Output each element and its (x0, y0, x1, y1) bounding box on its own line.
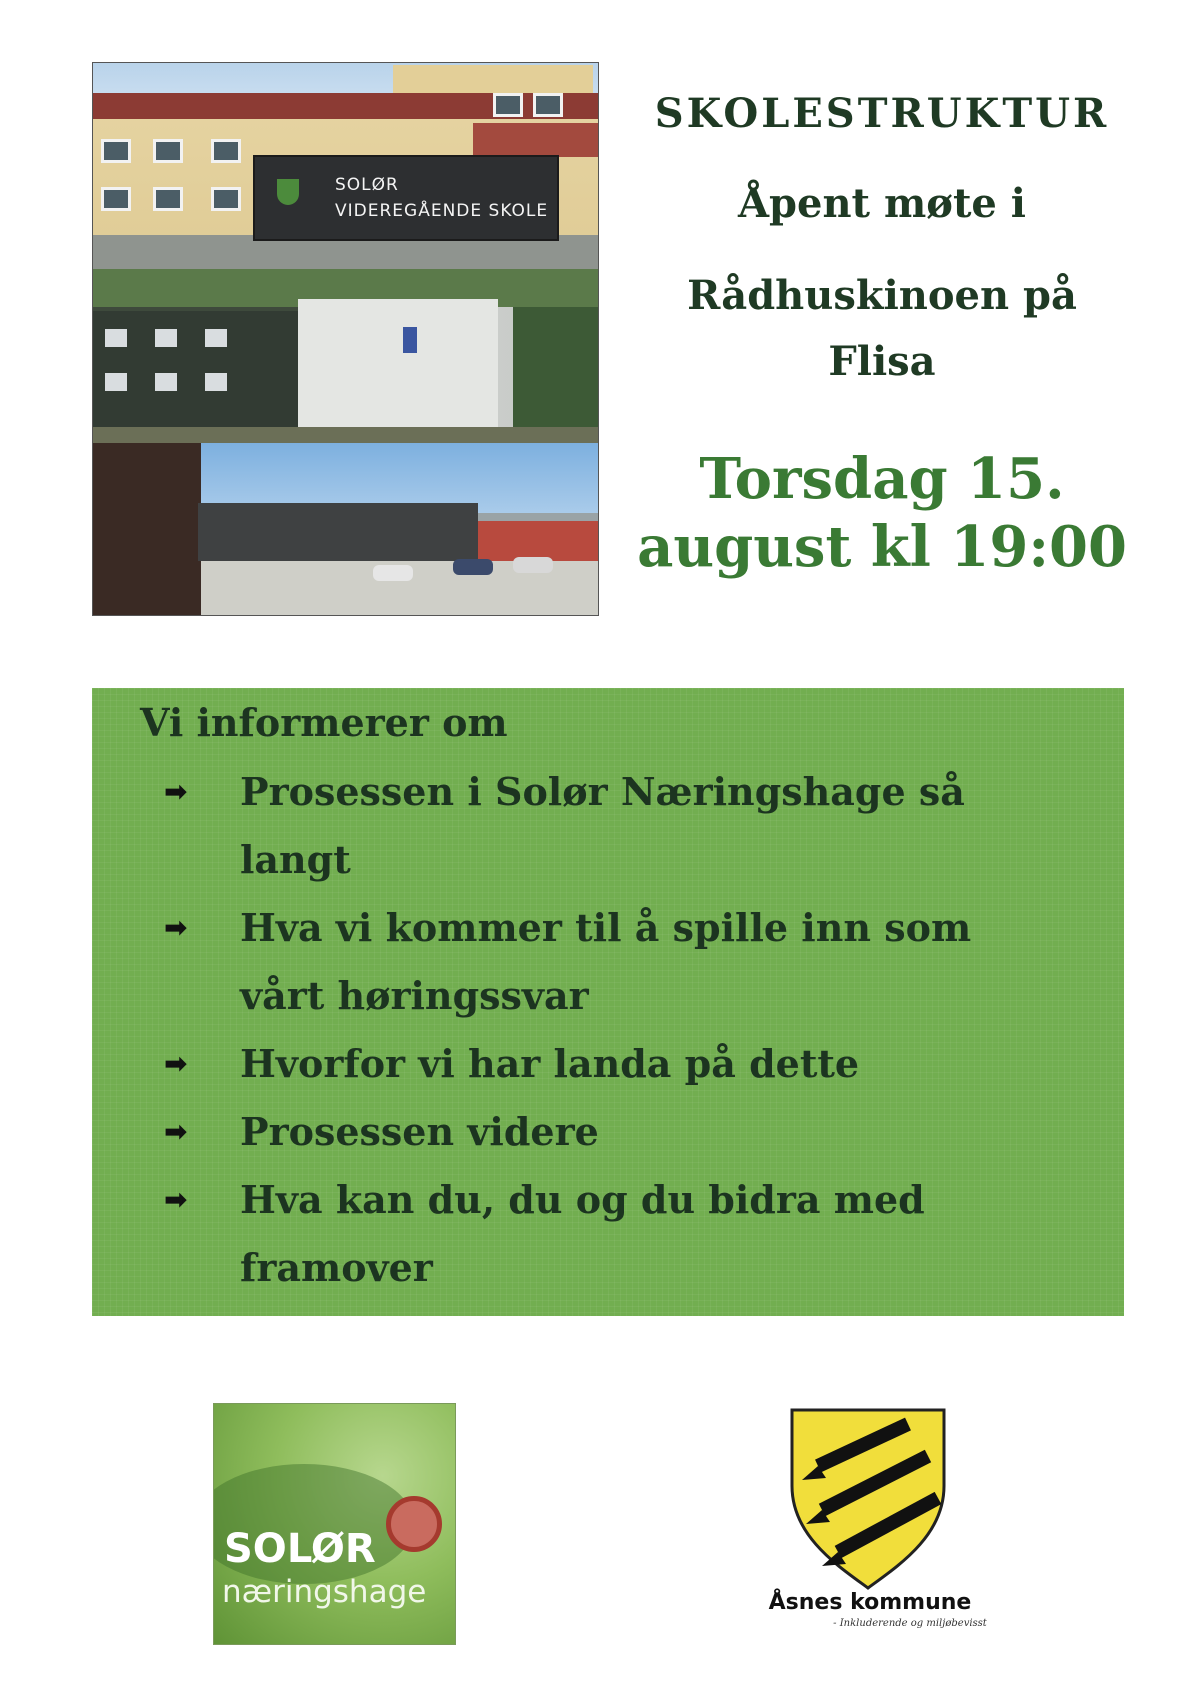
info-bullet-item (160, 758, 1100, 894)
info-bullet-text: Prosessen videre (240, 1109, 599, 1154)
meeting-date-line-2: august kl 19:00 (637, 514, 1127, 580)
meeting-line-2: Rådhuskinoen på (687, 272, 1077, 319)
school-photo-collage (92, 62, 599, 616)
info-bullet-text-cont: langt (240, 837, 351, 882)
school-photo-3 (93, 443, 598, 615)
meeting-date-line-1: Torsdag 15. (699, 446, 1065, 512)
info-bullet-text-cont: framover (240, 1245, 433, 1290)
info-bullet-item (160, 1030, 1100, 1098)
info-bullet-text: Prosessen i Solør Næringshage så (240, 769, 965, 814)
arrow-right-icon: ➡ (164, 911, 188, 944)
solor-naeringshage-logo (213, 1403, 456, 1645)
school-photo-2 (93, 269, 598, 443)
asnes-kommune-name: Åsnes kommune (768, 1590, 972, 1615)
info-box (92, 688, 1124, 1316)
arrow-right-icon: ➡ (164, 1115, 188, 1148)
coat-of-arms-icon (788, 1406, 948, 1591)
info-bullet-item (160, 1166, 1100, 1302)
asnes-kommune-tagline: - Inkluderende og miljøbevisst (833, 1618, 987, 1629)
arrow-right-icon: ➡ (164, 1047, 188, 1080)
info-bullet-text-cont: vårt høringssvar (240, 973, 589, 1018)
school-sign-line2: VIDEREGÅENDE SKOLE (335, 201, 549, 221)
info-bullet-item (160, 894, 1100, 1030)
info-intro: Vi informerer om (140, 700, 508, 745)
info-bullet-text: Hva kan du, du og du bidra med (240, 1177, 925, 1222)
solor-logo-line1: SOLØR (224, 1526, 376, 1572)
school-sign-line1: SOLØR (335, 175, 399, 195)
info-bullet-text: Hvorfor vi har landa på dette (240, 1041, 860, 1086)
info-bullet-text: Hva vi kommer til å spille inn som (240, 905, 972, 950)
solor-logo-line2: næringshage (222, 1574, 427, 1610)
page-title: SKOLESTRUKTUR (654, 90, 1110, 137)
asnes-kommune-logo (740, 1400, 1000, 1640)
meeting-line-1: Åpent møte i (738, 180, 1026, 227)
school-crest-icon (277, 179, 299, 205)
apple-icon (386, 1496, 442, 1552)
meeting-line-3: Flisa (828, 338, 936, 385)
school-sign (253, 155, 559, 241)
arrow-right-icon: ➡ (164, 1183, 188, 1216)
info-bullet-list (160, 758, 1100, 1302)
arrow-right-icon: ➡ (164, 775, 188, 808)
info-bullet-item (160, 1098, 1100, 1166)
school-photo-1 (93, 63, 598, 269)
